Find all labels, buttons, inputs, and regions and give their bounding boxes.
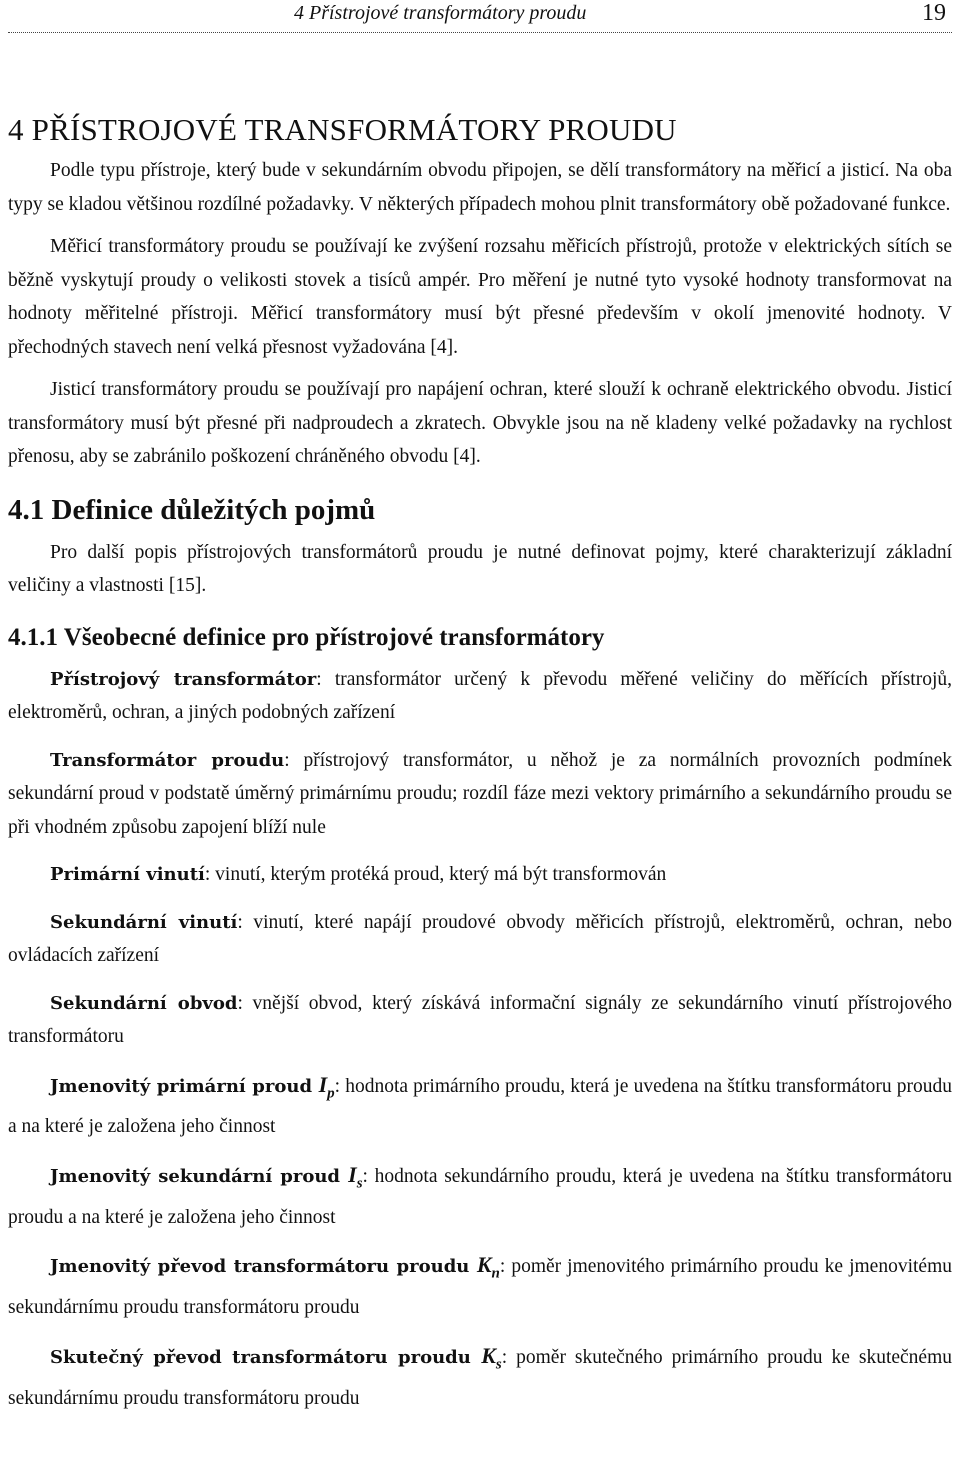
- symbol-subscript: s: [356, 1175, 363, 1192]
- symbol: [476, 1252, 500, 1282]
- definition-term: Jmenovitý sekundární proud: [50, 1165, 349, 1187]
- symbol-letter: I: [348, 1161, 357, 1187]
- definition-term: Přístrojový transformátor: [50, 668, 317, 690]
- symbol: [348, 1161, 363, 1192]
- definition: [8, 744, 952, 845]
- symbol-subscript: s: [495, 1356, 502, 1373]
- definition-term: Skutečný převod transformátoru proudu: [50, 1346, 482, 1368]
- symbol-subscript: p: [327, 1084, 335, 1101]
- definition: [8, 1158, 952, 1234]
- definition: [8, 987, 952, 1054]
- page-content: [8, 106, 952, 1415]
- definition: [8, 1068, 952, 1144]
- subsection-title: 4.1.1 Všeobecné definice pro přístrojové transformátory: [8, 623, 605, 651]
- running-title: 4 Přístrojové transformátory proudu: [294, 2, 587, 24]
- definition-term: Sekundární obvod: [50, 992, 238, 1014]
- definition-text: : poměr jmenovitého primárního proudu ke jmenovitému sekundárnímu proudu transformátoru proudu: [8, 1256, 952, 1319]
- symbol-letter: K: [476, 1252, 492, 1278]
- paragraph: Měřicí transformátory proudu se používají ke zvýšení rozsahu měřicích přístrojů, protože v elektrických sítích se běžně vyskytují proudy o velikosti stovek a tisíců ampér. Pro měření je nutné tyto vysoké hodnoty transformovat na hodnoty měřitelné přístroji. Měřicí transformátory musí být přesné především v okolí jmenovité hodnoty. V přechodných stavech není velká přesnost vyžadována [4].: [8, 236, 952, 358]
- definition-text: : vinutí, kterým protéká proud, který má být transformován: [204, 864, 667, 885]
- definition-text: : vnější obvod, který získává informační signály ze sekundárního vinutí přístrojového transformátoru: [8, 992, 952, 1047]
- definition-term: Transformátor proudu: [50, 749, 285, 771]
- symbol: [481, 1342, 502, 1373]
- definition: [8, 906, 952, 973]
- definition: [8, 663, 952, 730]
- definition: [8, 858, 952, 892]
- symbol: [318, 1071, 335, 1101]
- paragraph: Pro další popis přístrojových transformátorů proudu je nutné definovat pojmy, které charakterizují základní veličiny a vlastnosti [15].: [8, 541, 952, 596]
- definition-text: : přístrojový transformátor, u něhož je za normálních provozních podmínek sekundární proud v podstatě úměrný primárnímu proudu; rozdíl fáze mezi vektory primárního a sekundárního proudu se při vhodném způsobu zapojení blíží nule: [8, 749, 952, 838]
- definition-text: : vinutí, které napájí proudové obvody měřicích přístrojů, elektroměrů, ochran, nebo ovládacích zařízení: [8, 911, 952, 966]
- definition-text: : transformátor určený k převodu měřené veličiny do měřících přístrojů, elektroměrů, ochran, a jiných podobných zařízení: [8, 668, 952, 723]
- definition-text: : hodnota sekundárního proudu, která je uvedena na štítku transformátoru proudu a na které je založena jeho činnost: [8, 1165, 952, 1228]
- definition-term: Sekundární vinutí: [50, 911, 238, 933]
- page-number: 19: [922, 0, 946, 26]
- definition-term: Jmenovitý primární proud: [50, 1075, 319, 1097]
- definition-text: : hodnota primárního proudu, která je uvedena na štítku transformátoru proudu a na které je založena jeho činnost: [8, 1075, 952, 1138]
- definition: [8, 1339, 952, 1415]
- definition-text: : poměr skutečného primárního proudu ke skutečnému sekundárnímu proudu transformátoru proudu: [8, 1346, 952, 1409]
- chapter-title: 4 PŘÍSTROJOVÉ TRANSFORMÁTORY PROUDU: [8, 112, 677, 147]
- page-header: [8, 0, 952, 33]
- definition-term: Jmenovitý převod transformátoru proudu: [50, 1256, 477, 1278]
- symbol-subscript: n: [491, 1265, 500, 1282]
- definition: [8, 1248, 952, 1324]
- paragraph: Jisticí transformátory proudu se používají pro napájení ochran, které slouží k ochraně elektrického obvodu. Jisticí transformátory musí být přesné při nadproudech a zkratech. Obvykle jsou na ně kladeny velké požadavky na rychlost přenosu, aby se zabránilo poškození chráněného obvodu [4].: [8, 379, 952, 467]
- paragraph: Podle typu přístroje, který bude v sekundárním obvodu připojen, se dělí transformátory na měřicí a jisticí. Na oba typy se kladou většinou rozdílné požadavky. V některých případech mohou plnit transformátory obě požadované funkce.: [8, 160, 952, 215]
- section-title: 4.1 Definice důležitých pojmů: [8, 493, 376, 526]
- symbol-letter: I: [318, 1071, 328, 1097]
- definition-term: Primární vinutí: [50, 864, 205, 885]
- symbol-letter: K: [481, 1342, 496, 1368]
